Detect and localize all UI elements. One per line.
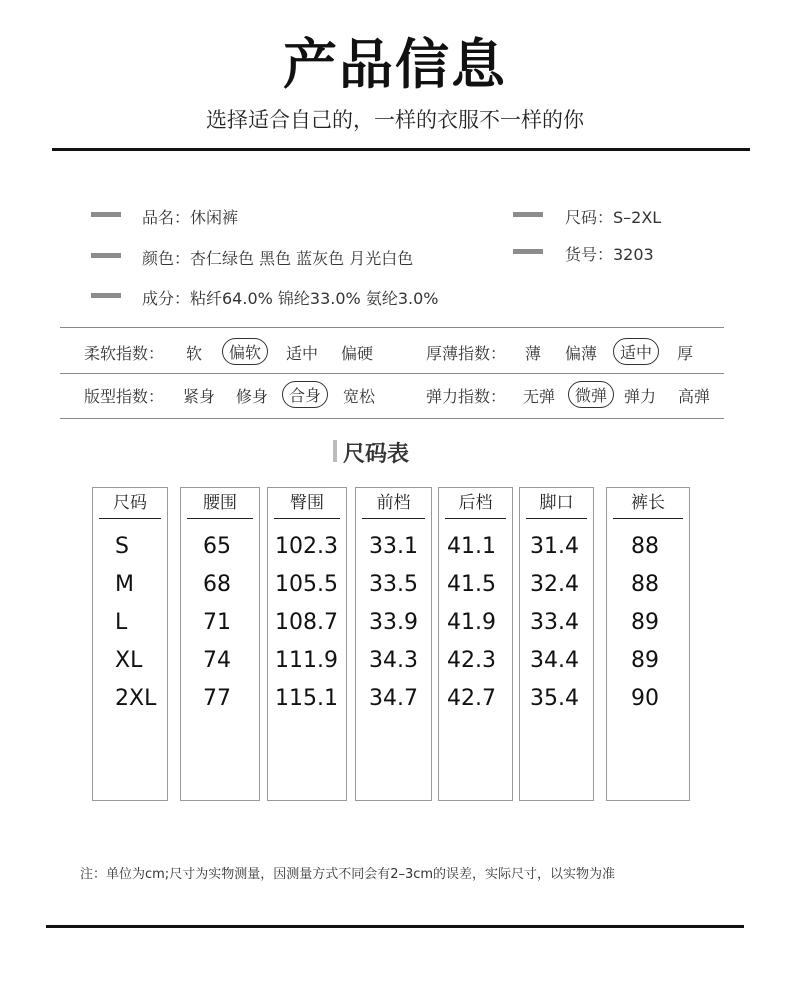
length-column: [606, 487, 690, 801]
info-composition: 成分：粘纤64.0% 锦纶33.0% 氨纶3.0%: [142, 289, 439, 308]
table-cell: 71: [203, 610, 231, 635]
table-cell: 33.1: [369, 534, 418, 559]
table-cell: 42.3: [447, 648, 496, 673]
table-cell: 108.7: [275, 610, 338, 635]
footer-divider: [46, 925, 744, 928]
column-header-underline: [613, 518, 683, 519]
fit-option: 修身: [236, 387, 269, 406]
table-cell: 115.1: [275, 686, 338, 711]
column-header: 腰围: [203, 493, 237, 513]
front-rise-column: [355, 487, 432, 801]
thickness-option-selected: 适中: [613, 338, 659, 365]
elasticity-option-selected: 微弹: [568, 381, 614, 408]
bullet-dash-icon: [91, 253, 121, 258]
hip-column: [267, 487, 347, 801]
table-cell: 41.9: [447, 610, 496, 635]
column-header-underline: [526, 518, 587, 519]
softness-option: 软: [186, 344, 203, 363]
fit-option-selected: 合身: [282, 381, 328, 408]
table-cell: 65: [203, 534, 231, 559]
size-column: [92, 487, 168, 801]
thickness-option: 薄: [525, 344, 542, 363]
thickness-label: 厚薄指数：: [426, 344, 507, 363]
column-header: 后档: [458, 493, 493, 513]
bullet-dash-icon: [513, 212, 543, 217]
thickness-option: 厚: [677, 344, 694, 363]
table-cell: 33.4: [530, 610, 579, 635]
measurement-note: 注：单位为cm;尺寸为实物测量，因测量方式不同会有2–3cm的误差，实际尺寸，以实物为准: [80, 867, 616, 882]
back-rise-column: [438, 487, 513, 801]
table-cell: 68: [203, 572, 231, 597]
column-header: 臀围: [290, 493, 324, 513]
bullet-dash-icon: [513, 249, 543, 254]
waist-column: [180, 487, 260, 801]
column-header: 脚口: [539, 493, 574, 513]
table-cell: 111.9: [275, 648, 338, 673]
table-cell: 102.3: [275, 534, 338, 559]
column-header-underline: [274, 518, 340, 519]
table-cell: 35.4: [530, 686, 579, 711]
table-cell: 105.5: [275, 572, 338, 597]
column-header: 裤长: [631, 493, 665, 513]
indices-top-divider: [60, 327, 724, 328]
elasticity-option: 弹力: [624, 387, 657, 406]
section-bar-icon: [333, 440, 337, 462]
elasticity-option: 无弹: [523, 387, 556, 406]
info-name: 品名：休闲裤: [142, 208, 239, 227]
leg-opening-column: [519, 487, 594, 801]
page-title: 产品信息: [283, 33, 507, 96]
column-header: 尺码: [113, 493, 147, 513]
column-header-underline: [362, 518, 425, 519]
table-cell: 41.5: [447, 572, 496, 597]
table-cell: M: [115, 572, 134, 597]
fit-option: 紧身: [183, 387, 216, 406]
table-cell: 90: [631, 686, 659, 711]
table-cell: 32.4: [530, 572, 579, 597]
header-divider: [52, 148, 750, 151]
table-cell: 77: [203, 686, 231, 711]
column-header-underline: [99, 518, 161, 519]
table-cell: 41.1: [447, 534, 496, 559]
column-header-underline: [187, 518, 253, 519]
table-cell: XL: [115, 648, 143, 673]
table-cell: 2XL: [115, 686, 157, 711]
size-table-title: 尺码表: [343, 442, 410, 467]
table-cell: S: [115, 534, 129, 559]
table-cell: 33.9: [369, 610, 418, 635]
column-header: 前档: [376, 493, 411, 513]
page-subtitle: 选择适合自己的，一样的衣服不一样的你: [206, 108, 584, 132]
elasticity-label: 弹力指数：: [426, 387, 507, 406]
table-cell: 34.3: [369, 648, 418, 673]
softness-option: 适中: [286, 344, 319, 363]
column-header-underline: [445, 518, 506, 519]
elasticity-option: 高弹: [678, 387, 711, 406]
fit-option: 宽松: [343, 387, 376, 406]
fit-label: 版型指数：: [84, 387, 165, 406]
table-cell: 88: [631, 572, 659, 597]
table-cell: 89: [631, 610, 659, 635]
thickness-option: 偏薄: [565, 344, 598, 363]
table-cell: 89: [631, 648, 659, 673]
table-cell: L: [115, 610, 128, 635]
softness-option: 偏硬: [341, 344, 374, 363]
table-cell: 34.7: [369, 686, 418, 711]
indices-bottom-divider: [60, 418, 724, 419]
info-color: 颜色：杏仁绿色 黑色 蓝灰色 月光白色: [142, 249, 414, 268]
table-cell: 74: [203, 648, 231, 673]
softness-label: 柔软指数：: [84, 344, 165, 363]
table-cell: 88: [631, 534, 659, 559]
table-cell: 34.4: [530, 648, 579, 673]
table-cell: 33.5: [369, 572, 418, 597]
info-item-no: 货号：3203: [565, 245, 654, 264]
softness-option-selected: 偏软: [222, 338, 268, 365]
indices-middle-divider: [60, 373, 724, 374]
table-cell: 42.7: [447, 686, 496, 711]
bullet-dash-icon: [91, 212, 121, 217]
bullet-dash-icon: [91, 293, 121, 298]
info-size: 尺码：S–2XL: [565, 208, 662, 227]
table-cell: 31.4: [530, 534, 579, 559]
